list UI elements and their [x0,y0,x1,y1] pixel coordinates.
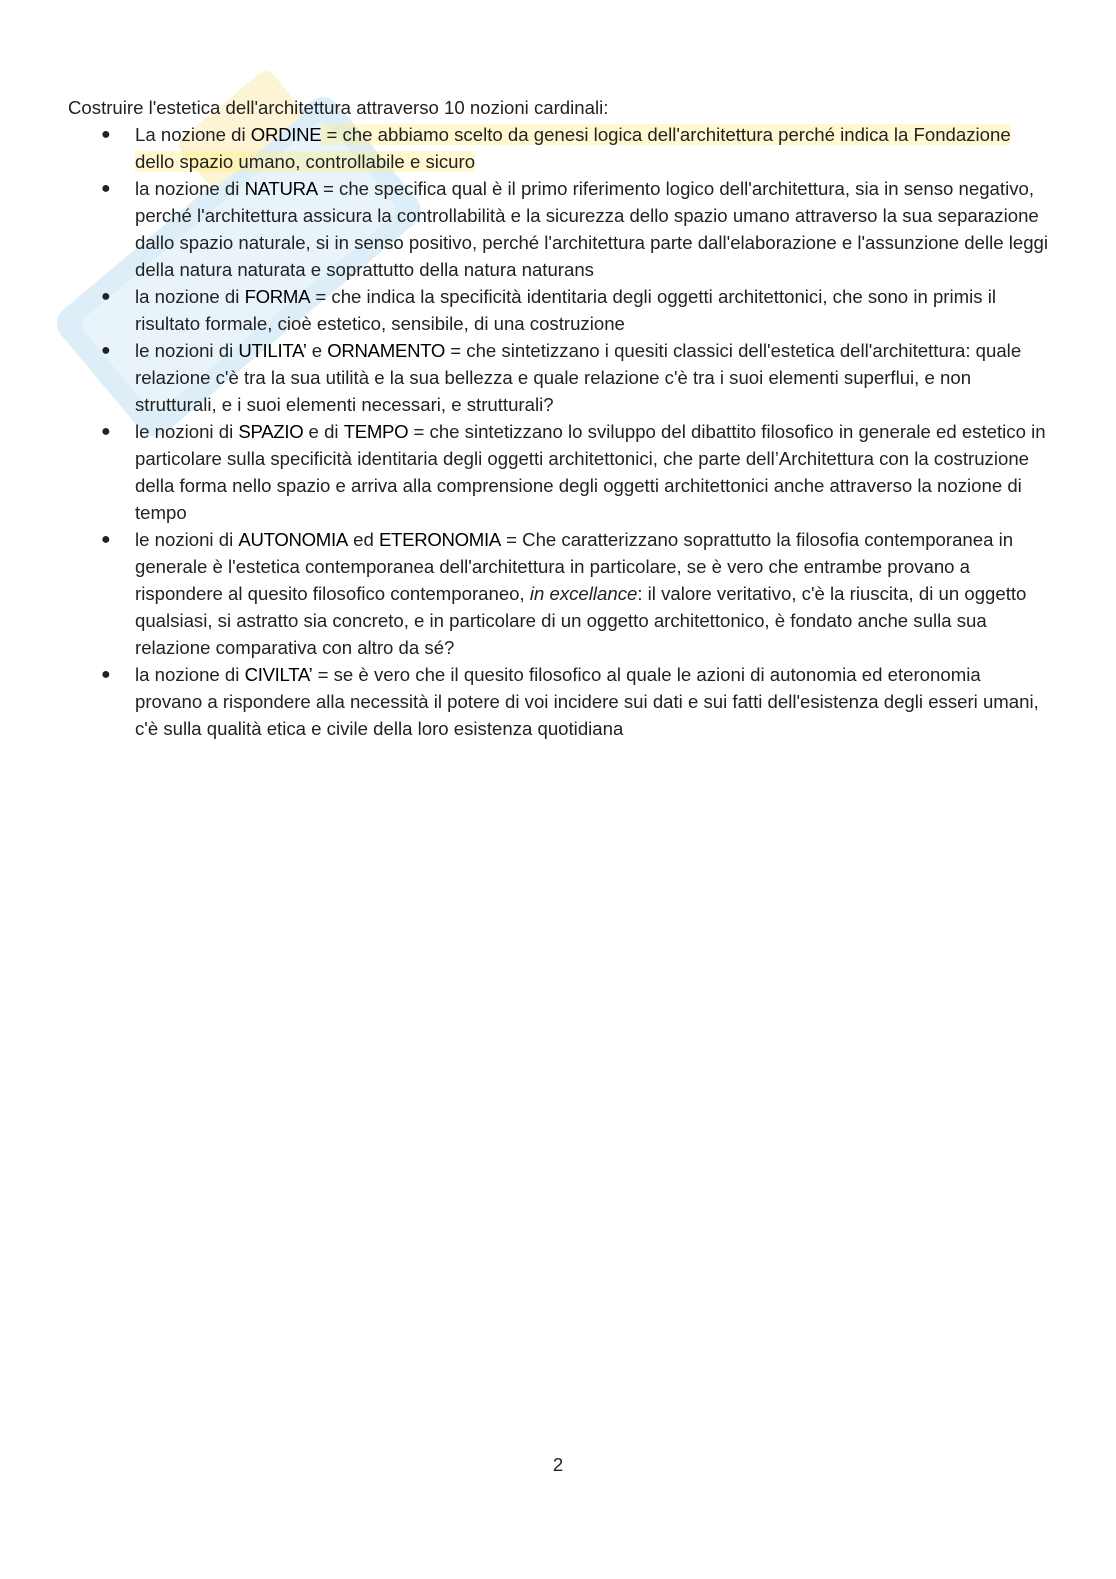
keyword-eteronomia: ETERONOMIA [378,529,501,550]
list-item-civilta: ● la nozione di CIVILTA’ = se è vero che il quesito filosofico al quale le azioni di autonomia ed eteronomia provano a rispondere alla necessità il potere di voi incidere sui dati e sui fatti dell'esistenza degli esseri umani, c'è sulla qualità etica e civile della loro esistenza quotidiana [68,661,1053,742]
list-item-text: = che specifica qual è il primo riferimento logico dell'architettura, sia in senso negativo, perché l'architettura assicura la controllabilità e la sicurezza dello spazio umano attraverso la sua separazione dallo spazio naturale, si in senso positivo, perché l'architettura parte dall'elaborazione e l'assunzione delle leggi della natura naturata e soprattutto della natura naturans [135,178,1049,280]
list-item-ordine: ● La nozione di ORDINE = che abbiamo scelto da genesi logica dell'architettura perché indica la Fondazione dello spazio umano, controllabile e sicuro [68,121,1053,175]
list-item-text: = che sintetizzano i quesiti classici dell'estetica dell'architettura: quale relazione c'è tra la sua utilità e la sua bellezza e quale relazione c'è tra i suoi elementi superflui, e non strutturali, e i suoi elementi necessari, e strutturali? [135,340,1022,415]
list-item-text: = che indica la specificità identitaria degli oggetti architettonici, che sono in primis il risultato formale, cioè estetico, sensibile, di una costruzione [135,286,996,334]
bullet-icon: ● [101,666,111,683]
list-item-natura: ● la nozione di NATURA = che specifica qual è il primo riferimento logico dell'architettura, sia in senso negativo, perché l'architettura assicura la controllabilità e la sicurezza dello spazio umano attraverso la sua separazione dallo spazio naturale, si in senso positivo, perché l'architettura parte dall'elaborazione e l'assunzione delle leggi della natura naturata e soprattutto della natura naturans [68,175,1053,283]
list-item-text: = Che caratterizzano soprattutto la filosofia contemporanea in generale è l'estetica contemporanea dell'architettura in particolare, se è vero che entrambe provano a rispondere al quesito filosofico contemporaneo, [135,529,1014,604]
list-item-autonomia-eteronomia: ● le nozioni di AUTONOMIA ed ETERONOMIA = Che caratterizzano soprattutto la filosofia contemporanea in generale è l'estetica contemporanea dell'architettura in particolare, se è vero che entrambe provano a rispondere al quesito filosofico contemporaneo, in excellance: il valore veritativo, c'è la riuscita, di un oggetto qualsiasi, si astratto sia concreto, e in particolare di un oggetto architettonico, è fondato anche sulla sua relazione comparativa con altro da sé? [68,526,1053,661]
list-item-forma: ● la nozione di FORMA = che indica la specificità identitaria degli oggetti architettonici, che sono in primis il risultato formale, cioè estetico, sensibile, di una costruzione [68,283,1053,337]
list-item-text: = se è vero che il quesito filosofico al quale le azioni di autonomia ed eteronomia provano a rispondere alla necessità il potere di voi incidere sui dati e sui fatti dell'esistenza degli esseri umani, c'è sulla qualità etica e civile della loro esistenza quotidiana [135,664,1039,739]
intro-line: Costruire l'estetica dell'architettura attraverso 10 nozioni cardinali: [68,97,609,118]
notions-list [68,121,1053,742]
keyword-utilita: UTILITA’ [238,340,307,361]
list-item-spazio-tempo: ● le nozioni di SPAZIO e di TEMPO = che sintetizzano lo sviluppo del dibattito filosofico in generale ed estetico in particolare sulla specificità identitaria degli oggetti architettonici, che parte dell’Architettura con la costruzione della forma nello spazio e arriva alla comprensione degli oggetti architettonici anche attraverso la nozione di tempo [68,418,1053,526]
keyword-spazio: SPAZIO [238,421,304,442]
bullet-icon: ● [101,180,111,197]
page-number: 2 [552,1454,564,1475]
keyword-forma: FORMA [244,286,311,307]
document-body [68,94,1053,742]
keyword-natura: NATURA [244,178,318,199]
bullet-icon: ● [101,288,111,305]
keyword-tempo: TEMPO [343,421,409,442]
bullet-icon: ● [101,531,111,548]
keyword-civilta: CIVILTA’ [244,664,313,685]
keyword-ordine: ORDINE [250,124,322,145]
list-item-utilita-ornamento: ● le nozioni di UTILITA’ e ORNAMENTO = che sintetizzano i quesiti classici dell'estetica dell'architettura: quale relazione c'è tra la sua utilità e la sua bellezza e quale relazione c'è tra i suoi elementi superflui, e non strutturali, e i suoi elementi necessari, e strutturali? [68,337,1053,418]
list-item-text-tail: : il valore veritativo, c'è la riuscita, di un oggetto qualsiasi, si astratto sia concreto, e in particolare di un oggetto architettonico, è fondato anche sulla sua relazione comparativa con altro da sé? [135,583,1027,658]
italic-phrase: in excellance [529,583,638,604]
keyword-autonomia: AUTONOMIA [238,529,348,550]
keyword-ornamento: ORNAMENTO [327,340,446,361]
list-item-text: = che sintetizzano lo sviluppo del dibattito filosofico in generale ed estetico in particolare sulla specificità identitaria degli oggetti architettonici, che parte dell’Architettura con la costruzione della forma nello spazio e arriva alla comprensione degli oggetti architettonici anche attraverso la nozione di tempo [135,421,1046,523]
bullet-icon: ● [101,126,111,143]
bullet-icon: ● [101,342,111,359]
list-item-text: = che abbiamo scelto da genesi logica dell'architettura perché indica la Fondazione dello spazio umano, controllabile e sicuro [135,124,1011,172]
bullet-icon: ● [101,423,111,440]
